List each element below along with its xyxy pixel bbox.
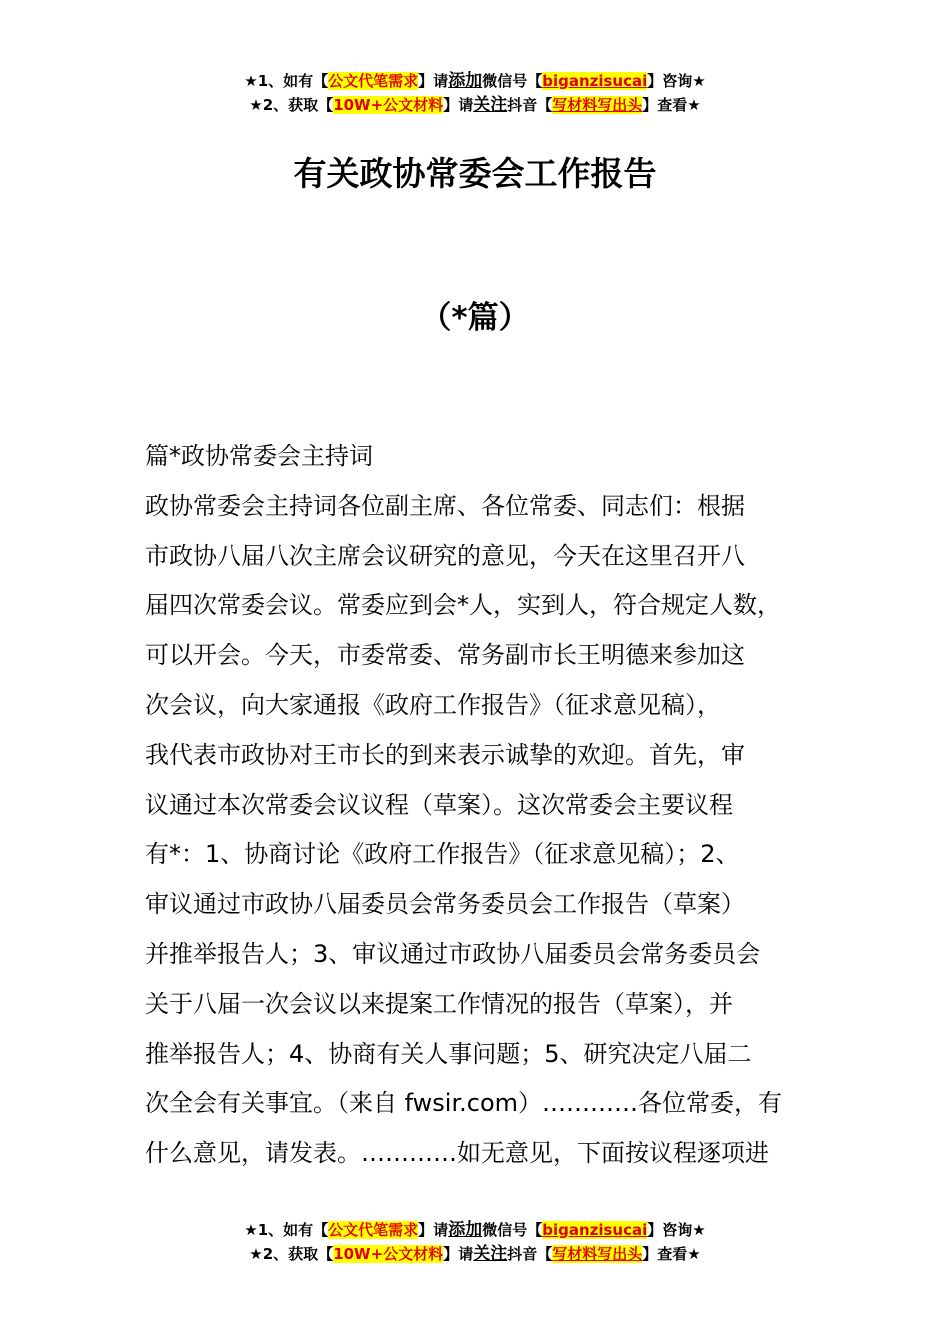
- text: ★1、如有【: [244, 72, 329, 90]
- text: 微信号【: [482, 1221, 543, 1239]
- document-body: [145, 432, 835, 1179]
- text: 关注: [473, 95, 508, 115]
- text: 】请: [418, 1221, 449, 1239]
- text: 】请: [418, 72, 449, 90]
- document-subtitle: （*篇）: [420, 300, 530, 336]
- text: 】咨询★: [647, 72, 706, 90]
- body-line: 有*：1、协商讨论《政府工作报告》（征求意见稿）；2、: [145, 840, 740, 869]
- douyin-id: 写材料写出头: [552, 96, 643, 114]
- wechat-id: biganzisucai: [542, 1221, 648, 1239]
- body-line: 市政协八届八次主席会议研究的意见，今天在这里召开八: [145, 541, 745, 570]
- highlight: 公文代笔需求: [328, 1221, 419, 1239]
- body-line: 政协常委会主持词各位副主席、各位常委、同志们：根据: [145, 491, 745, 520]
- douyin-id: 写材料写出头: [552, 1245, 643, 1263]
- text: ★2、获取【: [249, 96, 334, 114]
- document-title: 有关政协常委会工作报告: [293, 154, 657, 193]
- body-line: 推举报告人；4、协商有关人事问题；5、研究决定八届二: [145, 1039, 752, 1068]
- promo-banner-top: [0, 69, 950, 117]
- text: 】查看★: [642, 1245, 701, 1263]
- body-line: 届四次常委会议。常委应到会*人，实到人，符合规定人数，: [145, 591, 781, 620]
- text: 微信号【: [482, 72, 543, 90]
- text: 添加: [448, 1220, 483, 1240]
- text: 添加: [448, 71, 483, 91]
- promo-line-1: [0, 1218, 950, 1242]
- body-line: 并推举报告人；3、审议通过市政协八届委员会常务委员会: [145, 939, 761, 968]
- promo-line-1: [0, 69, 950, 93]
- text: ★2、获取【: [249, 1245, 334, 1263]
- body-line: 议通过本次常委会议议程（草案）。这次常委会主要议程: [145, 790, 733, 819]
- text: 】咨询★: [647, 1221, 706, 1239]
- body-line: 我代表市政协对王市长的到来表示诚挚的欢迎。首先，审: [145, 740, 745, 769]
- body-line: 次会议，向大家通报《政府工作报告》（征求意见稿），: [145, 690, 721, 719]
- body-line: 可以开会。今天，市委常委、常务副市长王明德来参加这: [145, 641, 745, 670]
- text: 抖音【: [507, 1245, 553, 1263]
- body-line: 次全会有关事宜。（来自 fwsir.com）…………各位常委，有: [145, 1089, 783, 1118]
- promo-line-2: [0, 93, 950, 117]
- text: 】请: [443, 96, 474, 114]
- body-line: 审议通过市政协八届委员会常务委员会工作报告（草案）: [145, 890, 745, 919]
- highlight: 10W+公文材料: [333, 96, 444, 114]
- highlight: 公文代笔需求: [328, 72, 419, 90]
- text: 】请: [443, 1245, 474, 1263]
- text: 关注: [473, 1244, 508, 1264]
- promo-line-2: [0, 1242, 950, 1266]
- body-line: 什么意见，请发表。…………如无意见，下面按议程逐项进: [145, 1139, 769, 1168]
- promo-banner-bottom: [0, 1218, 950, 1266]
- text: 】查看★: [642, 96, 701, 114]
- body-line: 篇*政协常委会主持词: [145, 442, 373, 470]
- text: ★1、如有【: [244, 1221, 329, 1239]
- body-line: 关于八届一次会议以来提案工作情况的报告（草案），并: [145, 989, 733, 1018]
- wechat-id: biganzisucai: [542, 72, 648, 90]
- highlight: 10W+公文材料: [333, 1245, 444, 1263]
- text: 抖音【: [507, 96, 553, 114]
